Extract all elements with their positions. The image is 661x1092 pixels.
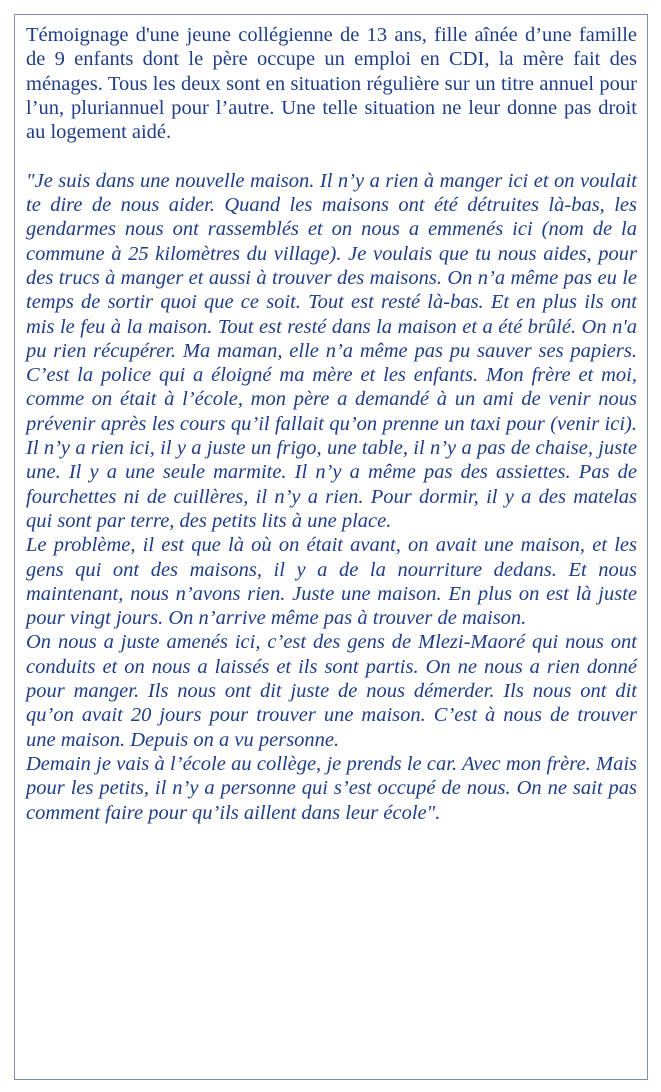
- testimony-paragraph: Le problème, il est que là où on était avant, on avait une maison, et les gens qui ont des maisons, il y a de la nourriture dedans. Et nous maintenant, nous n’avons rien. Juste une maison. En plus on est là juste pour vingt jours. On n’arrive même pas à trouver de maison.: [26, 534, 637, 630]
- intro-paragraph: Témoignage d'une jeune collégienne de 13 ans, fille aînée d’une famille de 9 enfants dont le père occupe un emploi en CDI, la mère fait des ménages. Tous les deux sont en situation régulière sur un titre annuel pour l’un, pluriannuel pour l’autre. Une telle situation ne leur donne pas droit au logement aidé.: [26, 24, 637, 144]
- testimony-quote: [26, 169, 637, 825]
- testimony-paragraph: Demain je vais à l’école au collège, je prends le car. Avec mon frère. Mais pour les petits, il n’y a personne qui s’est occupé de nous. On ne sait pas comment faire pour qu’ils aillent dans leur école".: [26, 752, 637, 824]
- testimony-box: [14, 14, 648, 1080]
- testimony-paragraph: "Je suis dans une nouvelle maison. Il n’y a rien à manger ici et on voulait te dire de nous aider. Quand les maisons ont été détruites là-bas, les gendarmes nous ont rassemblés et on nous a emmenés ici (nom de la commune à 25 kilomètres du village). Je voulais que tu nous aides, pour des trucs à manger et aussi à trouver des maisons. On n’a même pas eu le temps de sortir quoi que ce soit. Tout est resté là-bas. Et en plus ils ont mis le feu à la maison. Tout est resté dans la maison et a été brûlé. On n'a pu rien récupérer. Ma maman, elle n’a même pas pu sauver ses papiers. C’est la police qui a éloigné ma mère et les enfants. Mon frère et moi, comme on était à l’école, mon père a demandé à un ami de venir nous prévenir après les cours qu’il fallait qu’on prenne un taxi pour (venir ici). Il n’y a rien ici, il y a juste un frigo, une table, il n’y a pas de chaise, juste une. Il y a une seule marmite. Il n’y a même pas des assiettes. Pas de fourchettes ni de cuillères, il n’y a rien. Pour dormir, il y a des matelas qui sont par terre, des petits lits à une place.: [26, 169, 637, 532]
- testimony-paragraph: On nous a juste amenés ici, c’est des gens de Mlezi-Maoré qui nous ont conduits et on nous a laissés et ils sont partis. On ne nous a rien donné pour manger. Ils nous ont dit juste de nous démerder. Ils nous ont dit qu’on avait 20 jours pour trouver une maison. C’est à nous de trouver une maison. Depuis on a vu personne.: [26, 631, 637, 751]
